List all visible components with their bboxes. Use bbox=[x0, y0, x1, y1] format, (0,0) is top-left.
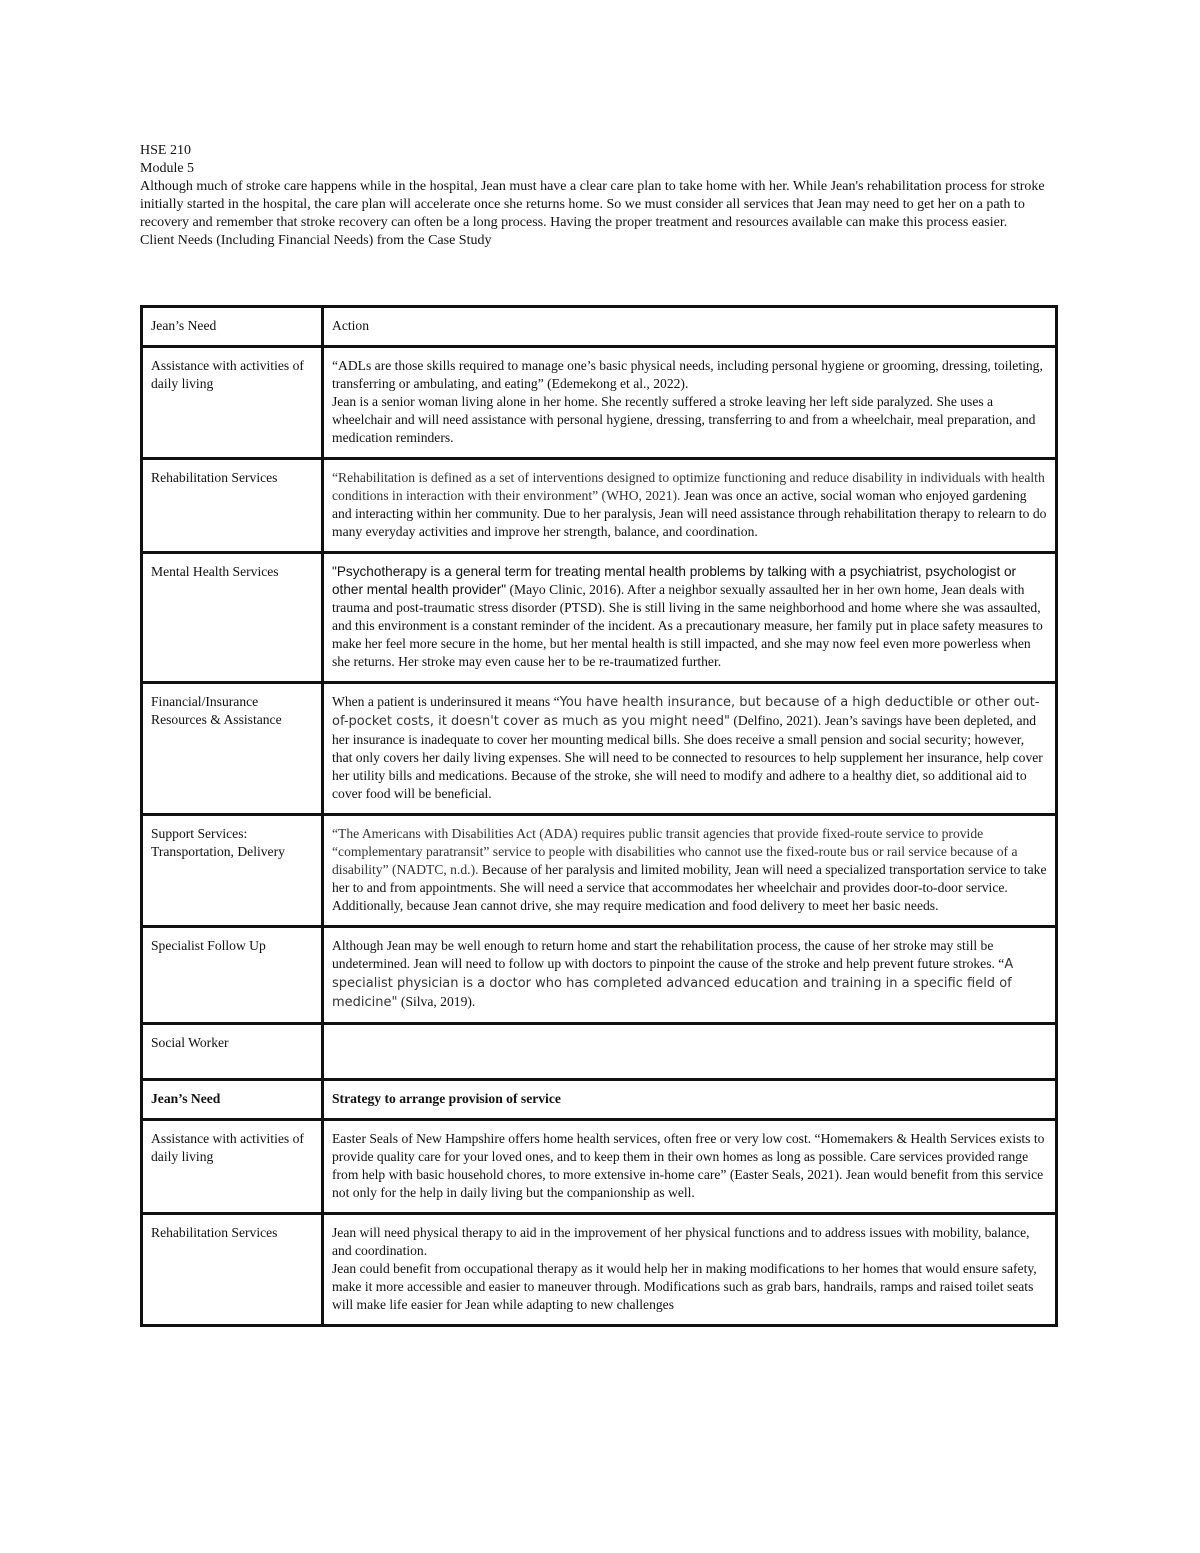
table-row bbox=[142, 1120, 1057, 1214]
action-cell bbox=[323, 459, 1057, 553]
table-row bbox=[142, 459, 1057, 553]
action-cell bbox=[323, 347, 1057, 459]
action-text: Jean is a senior woman living alone in her home. She recently suffered a stroke leaving her left side paralyzed. She uses a wheelchair and will need assistance with personal hygiene, dressing, transferring to and from a wheelchair, meal preparation, and medication reminders. bbox=[332, 394, 1036, 445]
action-cell-empty bbox=[323, 1024, 1057, 1080]
action-cell bbox=[323, 553, 1057, 683]
need-column-header: Jean’s Need bbox=[142, 1080, 323, 1120]
action-text: Because of her paralysis and limited mobility, Jean will need a specialized transportation service to take her to and from appointments. She will need a service that accommodates her wheelchair and provides door-to-door service. Additionally, because Jean cannot drive, she may require medication and food delivery to meet her basic needs. bbox=[332, 862, 1047, 913]
table2-header-row bbox=[142, 1080, 1057, 1120]
need-cell: Rehabilitation Services bbox=[142, 459, 323, 553]
need-cell: Support Services: Transportation, Delivery bbox=[142, 815, 323, 927]
action-lead: Although Jean may be well enough to return home and start the rehabilitation process, the cause of her stroke may still be undetermined. Jean will need to follow up with doctors to pinpoint the cause of the stroke and help prevent future strokes. “ bbox=[332, 938, 1005, 971]
action-quote: “The Americans with Disabilities Act (ADA) requires public transit agencies that provide fixed-route service to provide “complementary paratransit” service to people with disabilities who cannot use the fixed-route bus or rail service because of a disability” (NADTC, n.d.). bbox=[332, 826, 1018, 877]
action-lead: When a patient is underinsured it means “ bbox=[332, 694, 560, 709]
course-code: HSE 210 bbox=[140, 143, 191, 158]
document-header bbox=[140, 142, 1058, 250]
action-text: (Mayo Clinic, 2016). After a neighbor sexually assaulted her in her own home, Jean deals with trauma and post-traumatic stress disorder (PTSD). She is still living in the same neighborhood and home where she was assaulted, and this environment is a constant reminder of the incident. As a precautionary measure, her family put in place safety measures to make her feel more secure in the home, but her mental health is still impacted, and she may now feel even more powerless when she returns. Her stroke may even cause her to be re-traumatized further. bbox=[332, 582, 1043, 669]
table-row bbox=[142, 1214, 1057, 1326]
module-label: Module 5 bbox=[140, 161, 195, 176]
action-column-header: Action bbox=[323, 307, 1057, 347]
intro-paragraph: Although much of stroke care happens while in the hospital, Jean must have a clear care plan to take home with her. While Jean's rehabilitation process for stroke initially started in the hospital, the care plan will accelerate once she returns home. So we must consider all services that Jean may need to get her on a path to recovery and remember that stroke recovery can often be a long process. Having the proper treatment and resources available can make this process easier. bbox=[140, 179, 1045, 230]
action-cell bbox=[323, 683, 1057, 815]
strategy-text: Jean will need physical therapy to aid in the improvement of her physical functions and to address issues with mobility, balance, and coordination. bbox=[332, 1225, 1030, 1258]
table-header-row bbox=[142, 307, 1057, 347]
table-row bbox=[142, 347, 1057, 459]
table-row bbox=[142, 1024, 1057, 1080]
need-column-header: Jean’s Need bbox=[142, 307, 323, 347]
strategy-cell: Easter Seals of New Hampshire offers home health services, often free or very low cost. “Homemakers & Health Services exists to provide quality care for your loved ones, and to keep them in their own homes as long as possible. Care services provided range from help with basic household chores, to more extensive in-home care” (Easter Seals, 2021). Jean would benefit from this service not only for the help in daily living but the companionship as well. bbox=[323, 1120, 1057, 1214]
action-cell bbox=[323, 815, 1057, 927]
strategy-text-2: Jean could benefit from occupational therapy as it would help her in making modifications to her homes that would ensure safety, make it more accessible and easier to maneuver through. Modifications such as grab bars, handrails, ramps and raised toilet seats will make life easier for Jean while adapting to new challenges bbox=[332, 1261, 1037, 1312]
action-quote: "Psychotherapy is a general term for treating mental health problems by talking with a psychiatrist, psychologist or other mental health provider" bbox=[332, 564, 1017, 597]
strategy-column-header: Strategy to arrange provision of service bbox=[323, 1080, 1057, 1120]
need-cell: Assistance with activities of daily living bbox=[142, 347, 323, 459]
need-cell: Financial/Insurance Resources & Assistance bbox=[142, 683, 323, 815]
action-text: (Silva, 2019). bbox=[397, 994, 476, 1009]
action-quote: “Rehabilitation is defined as a set of interventions designed to optimize functioning and reduce disability in individuals with health conditions in interaction with their environment” (WHO, 2021). bbox=[332, 470, 1045, 503]
need-cell: Assistance with activities of daily living bbox=[142, 1120, 323, 1214]
table-row bbox=[142, 815, 1057, 927]
action-quote: “ADLs are those skills required to manage one’s basic physical needs, including personal hygiene or grooming, dressing, toileting, transferring or ambulating, and eating” (Edemekong et al., 2022). bbox=[332, 358, 1043, 391]
table-row bbox=[142, 927, 1057, 1024]
table-row bbox=[142, 683, 1057, 815]
action-text: Jean was once an active, social woman who enjoyed gardening and interacting within her community. Due to her paralysis, Jean will need assistance through rehabilitation therapy to relearn to do many everyday activities and improve her strength, balance, and coordination. bbox=[332, 488, 1047, 539]
need-cell: Specialist Follow Up bbox=[142, 927, 323, 1024]
need-cell: Mental Health Services bbox=[142, 553, 323, 683]
need-cell: Rehabilitation Services bbox=[142, 1214, 323, 1326]
action-quote: A specialist physician is a doctor who has completed advanced education and training in a specific field of medicine" bbox=[332, 957, 1014, 1010]
need-cell: Social Worker bbox=[142, 1024, 323, 1080]
table-row bbox=[142, 553, 1057, 683]
strategy-cell bbox=[323, 1214, 1057, 1326]
action-cell bbox=[323, 927, 1057, 1024]
action-text: (Delfino, 2021). Jean’s savings have been depleted, and her insurance is inadequate to cover her mounting medical bills. She does receive a small pension and social security; however, that only covers her daily living expenses. She will need to be connected to resources to help supplement her insurance, help cover her utility bills and medications. Because of the stroke, she will need to modify and adhere to a healthy diet, so additional aid to cover food will be beneficial. bbox=[332, 713, 1043, 801]
action-quote: You have health insurance, but because of a high deductible or other out-of-pocket costs, it doesn't cover as much as you might need" bbox=[332, 695, 1040, 729]
section-subtitle: Client Needs (Including Financial Needs) from the Case Study bbox=[140, 233, 492, 248]
care-plan-table bbox=[140, 305, 1058, 1327]
